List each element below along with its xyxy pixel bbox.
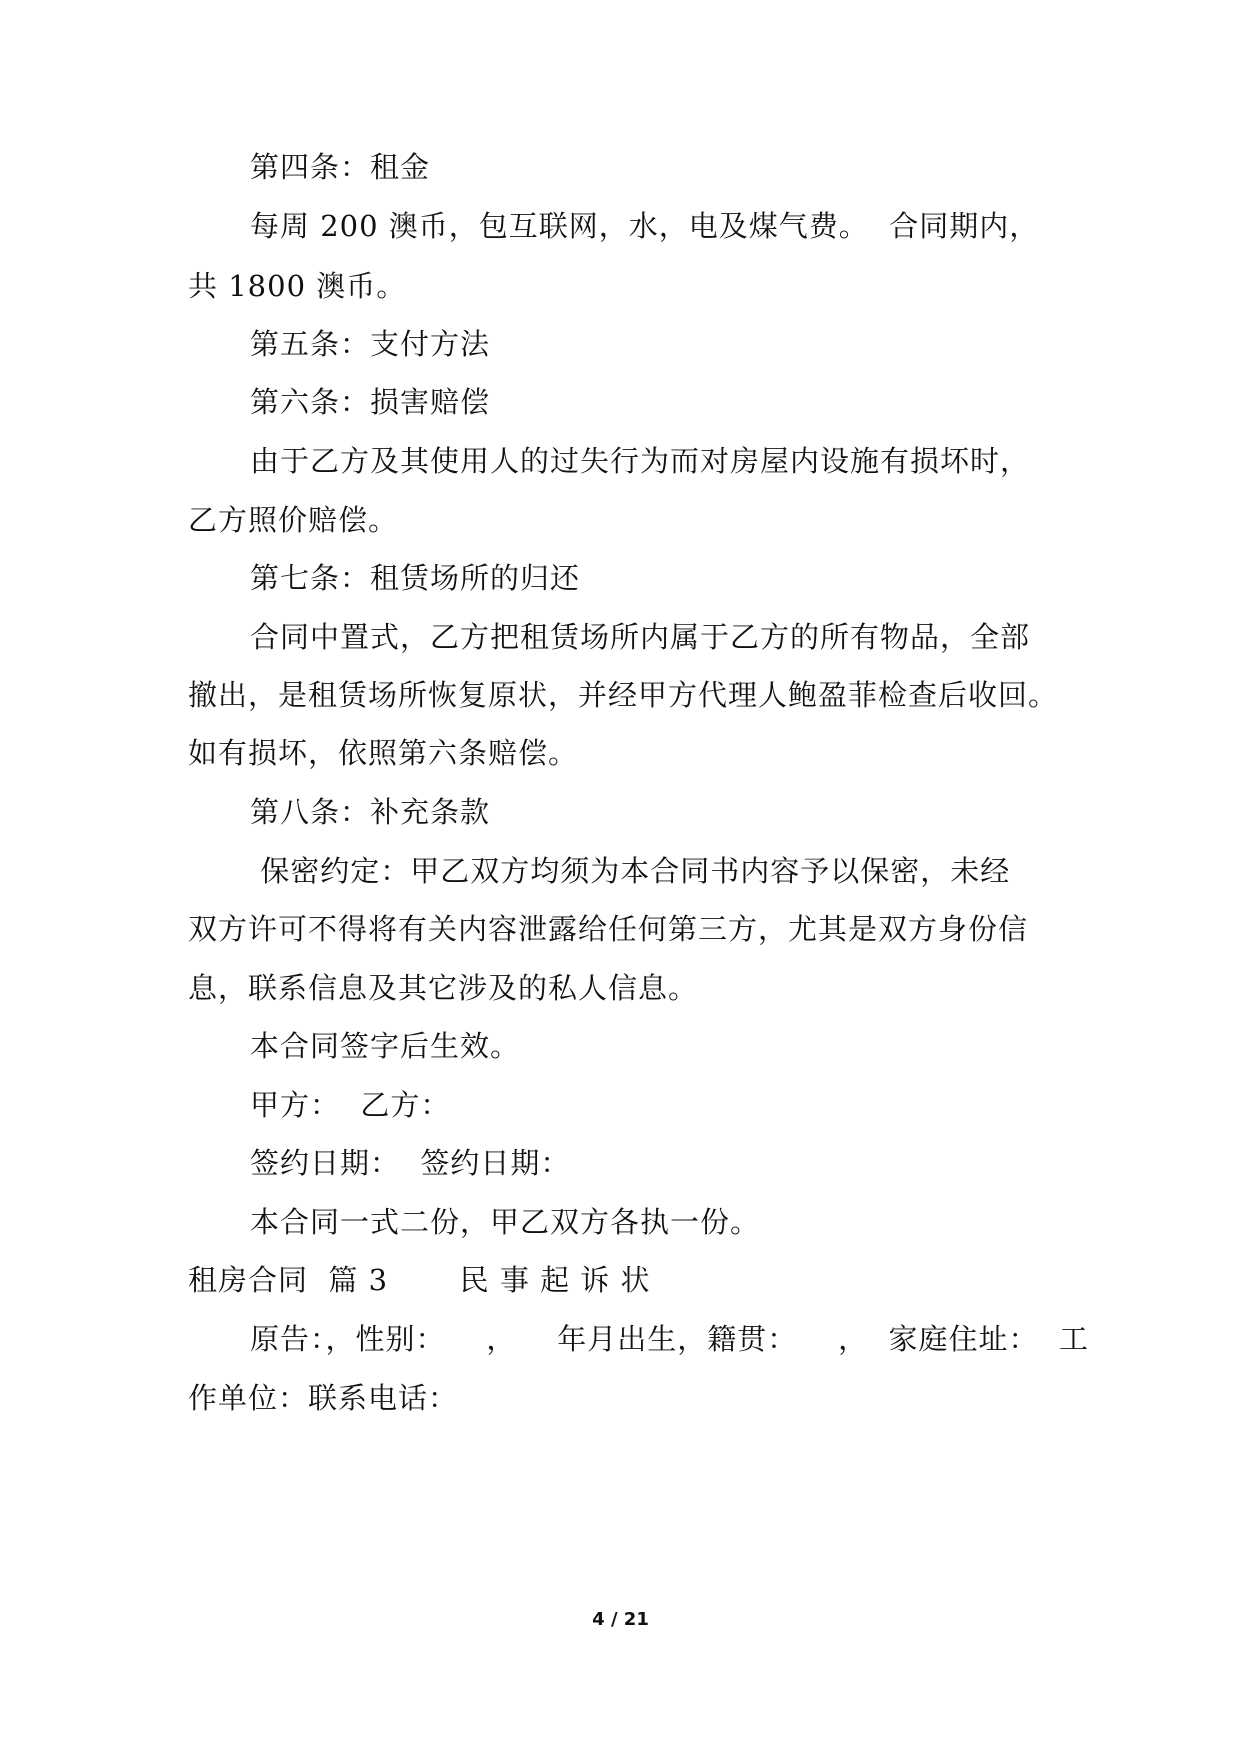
section-heading: 租房合同 篇 3 民 事 起 诉 状 — [188, 1263, 651, 1297]
damage-paragraph-line-2: 乙方照价赔偿。 — [188, 503, 399, 537]
article-8-heading: 第八条：补充条款 — [250, 795, 491, 829]
effective-clause: 本合同签字后生效。 — [250, 1029, 521, 1063]
rent-paragraph-line-1: 每周 200 澳币，包互联网，水，电及煤气费。 合同期内， — [250, 209, 1040, 243]
page-number: 4 / 21 — [592, 1609, 649, 1630]
return-paragraph-line-3: 如有损坏，依照第六条赔偿。 — [188, 736, 579, 770]
copies-clause: 本合同一式二份，甲乙双方各执一份。 — [250, 1205, 761, 1239]
confidentiality-line-1: 保密约定：甲乙双方均须为本合同书内容予以保密，未经 — [250, 854, 1011, 888]
rent-paragraph-line-2: 共 1800 澳币。 — [188, 269, 407, 303]
article-6-heading: 第六条：损害赔偿 — [250, 385, 491, 419]
confidentiality-line-2: 双方许可不得将有关内容泄露给任何第三方，尤其是双方身份信 — [188, 912, 1029, 946]
article-4-heading: 第四条：租金 — [250, 150, 431, 184]
plaintiff-line-1: 原告：，性别： ， 年月出生，籍贯： ， 家庭住址： 工 — [250, 1322, 1089, 1356]
damage-paragraph-line-1: 由于乙方及其使用人的过失行为而对房屋内设施有损坏时， — [250, 444, 1031, 478]
party-signatures: 甲方： 乙方： — [250, 1088, 451, 1122]
signing-dates: 签约日期： 签约日期： — [250, 1146, 571, 1180]
article-5-heading: 第五条：支付方法 — [250, 327, 491, 361]
plaintiff-line-2: 作单位：联系电话： — [188, 1381, 459, 1415]
return-paragraph-line-1: 合同中置式，乙方把租赁场所内属于乙方的所有物品，全部 — [250, 620, 1031, 654]
article-7-heading: 第七条：租赁场所的归还 — [250, 561, 581, 595]
return-paragraph-line-2: 撤出，是租赁场所恢复原状，并经甲方代理人鲍盈菲检查后收回。 — [188, 678, 1059, 712]
confidentiality-line-3: 息，联系信息及其它涉及的私人信息。 — [188, 971, 699, 1005]
